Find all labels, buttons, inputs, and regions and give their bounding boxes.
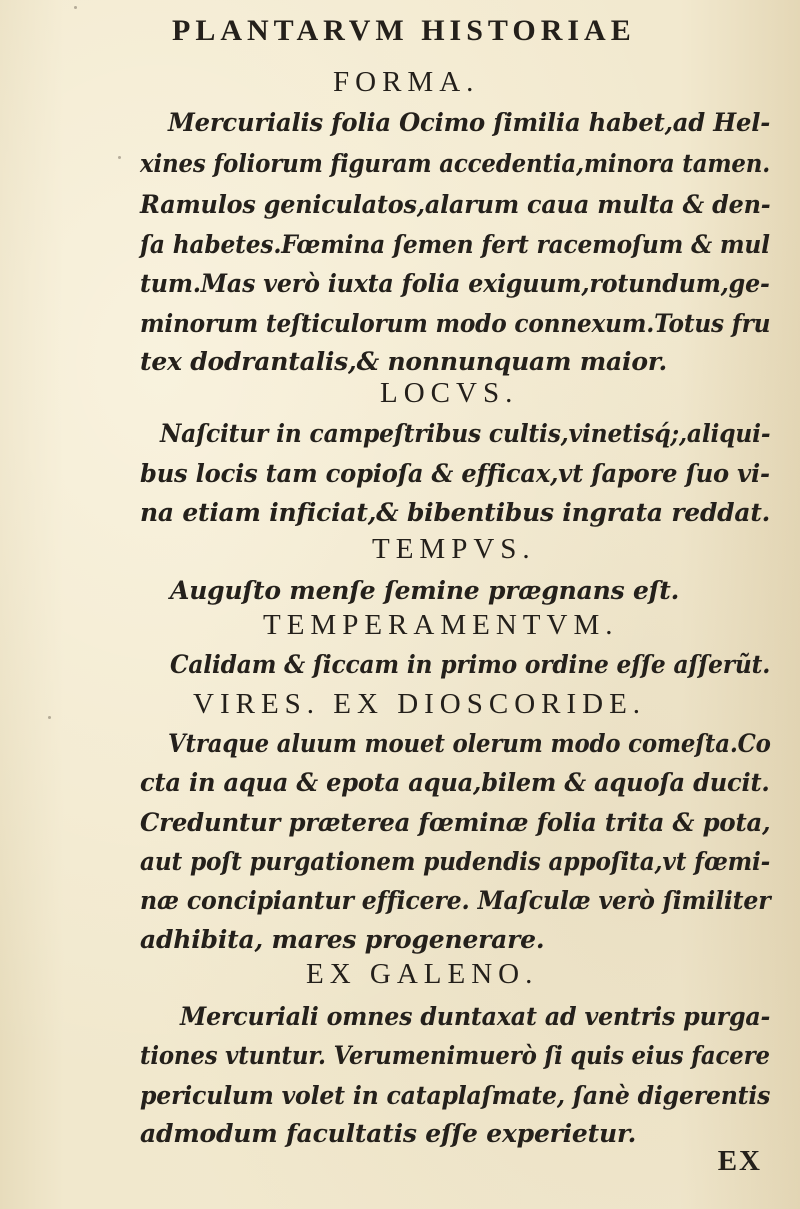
text-line: periculum volet in cataplaſmate, ſanè digerentis [140,1081,771,1110]
text-line: Mercurialis folia Ocimo ſimilia habet,ad Hel- [168,108,771,137]
text-line: cta in aqua & epota aqua,bilem & aquoſa ducit. [140,768,770,797]
text-line: xines foliorum figuram accedentia,minora tamen. [140,149,771,178]
text-line: Naſcitur in campeſtribus cultis,vinetisq́;,aliqui- [160,419,771,448]
text-line: admodum facultatis eſſe experietur. [140,1119,637,1148]
text-line: na etiam inficiat,& bibentibus ingrata reddat. [140,498,771,527]
text-line: Calidam & ſiccam in primo ordine eſſe aſſerũt. [170,650,771,679]
section-heading-temperamentum: TEMPERAMENTVM. [263,609,619,641]
text-line: Creduntur præterea fœminæ folia trita & pota, [140,808,771,837]
text-line: Auguſto menſe ſemine prægnans eſt. [170,576,680,605]
text-line: bus locis tam copioſa & efficax,vt ſapore ſuo vi- [140,459,770,488]
text-line: næ concipiantur efficere. Maſculæ verò ſimiliter [140,886,771,915]
paper-speck [74,6,77,9]
text-line: Vtraque aluum mouet olerum modo comeſta.Co [168,729,771,758]
text-line: tex dodrantalis,& nonnunquam maior. [140,347,668,376]
section-heading-locus: LOCVS. [380,377,519,409]
section-heading-tempus: TEMPVS. [372,533,536,565]
paper-speck [48,716,51,719]
section-heading-galeno: EX GALENO. [306,958,539,990]
section-heading-vires: VIRES. EX DIOSCORIDE. [193,688,647,720]
text-line: tum.Mas verò iuxta folia exiguum,rotundum,ge- [140,269,770,298]
paper-speck [118,156,121,159]
text-line: minorum teſticulorum modo connexum.Totus fru [140,309,771,338]
section-heading-forma: FORMA. [333,66,480,98]
running-head: PLANTARVM HISTORIAE [172,14,636,47]
text-line: adhibita, mares progenerare. [140,925,545,954]
text-line: Ramulos geniculatos,alarum caua multa & den- [140,190,771,219]
catchword: EX [717,1145,762,1177]
text-line: Mercuriali omnes duntaxat ad ventris purga- [180,1002,771,1031]
text-line: tiones vtuntur. Verumenimuerò ſi quis eius facere [140,1041,770,1070]
text-line: aut poſt purgationem pudendis appoſita,vt fœmi- [140,847,771,876]
text-line: ſa habetes.Fœmina ſemen fert racemoſum & mul [140,230,770,259]
